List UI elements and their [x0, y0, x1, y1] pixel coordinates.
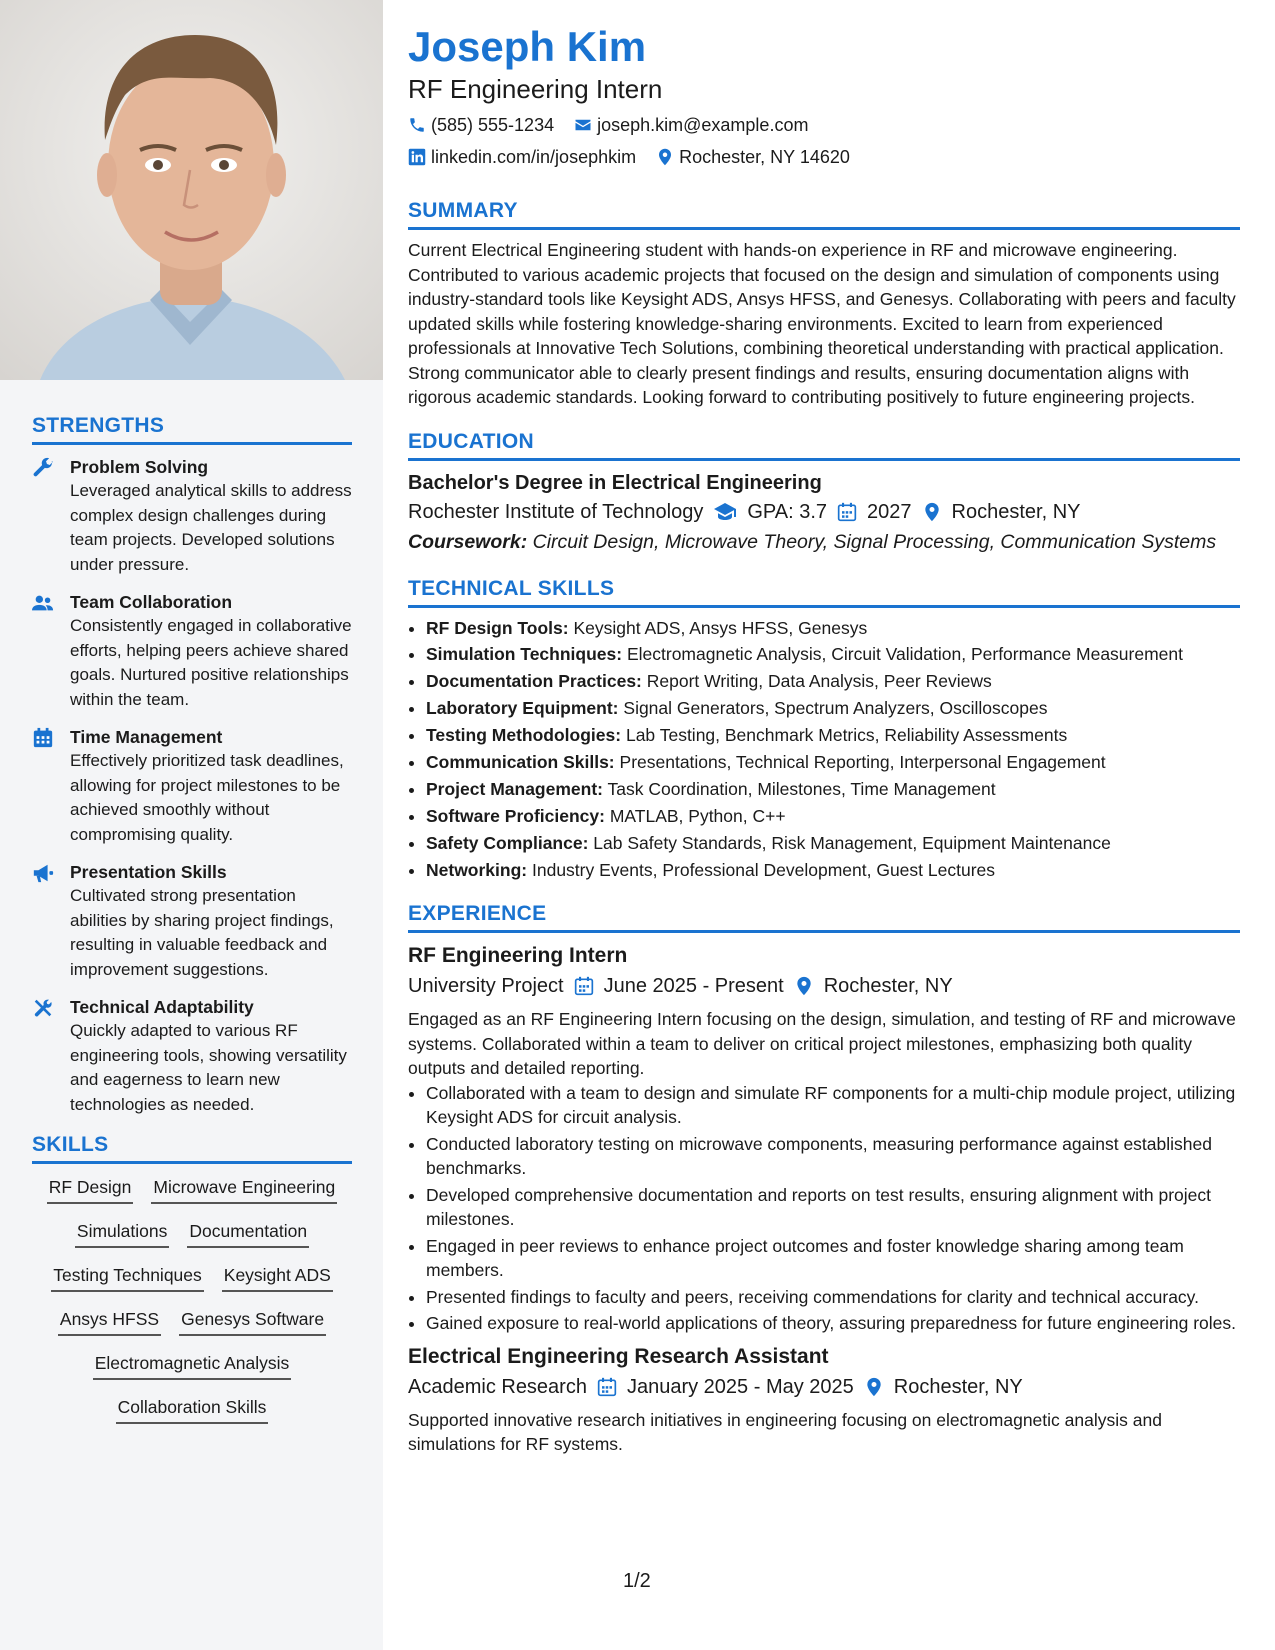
skill-label: Communication Skills: [426, 751, 615, 772]
strength-description: Cultivated strong presentation abilities by sharing project findings, resulting in valuable feedback and improvement suggestions. [70, 886, 334, 979]
strength-item [32, 590, 352, 712]
strength-title: Presentation Skills [70, 862, 227, 882]
coursework-list: Circuit Design, Microwave Theory, Signal Processing, Communication Systems [532, 530, 1217, 553]
strength-title: Problem Solving [70, 457, 209, 477]
job-title: Electrical Engineering Research Assistant [408, 1344, 829, 1368]
calendar-icon [574, 976, 594, 996]
skill-tag: Simulations [75, 1218, 169, 1248]
job-bullets [408, 1081, 1240, 1336]
skill-value: Keysight ADS, Ansys HFSS, Genesys [573, 617, 868, 638]
summary-text: Current Electrical Engineering student with hands-on experience in RF and microwave engineering. Contributed to various academic projects that focused on the design and simulation of components using industry-standard tools like Keysight ADS, Ansys HFSS, and Genesys. Collaborating with peers and faculty updated skills while fostering knowledge-sharing environments. Excited to learn from experienced professionals at Innovative Tech Solutions, combining theoretical understanding with practical application. Strong communicator able to clearly present findings and results, ensuring documentation aligns with rigorous academic standards. Looking forward to contributing positively to future engineering projects. [408, 240, 1236, 407]
job-org: Academic Research [408, 1375, 587, 1398]
experience-heading: EXPERIENCE [408, 902, 1240, 933]
skill-label: Safety Compliance: [426, 832, 589, 853]
calendar-icon [597, 1377, 617, 1397]
list-item [426, 616, 1240, 641]
job-entry [408, 1342, 1240, 1457]
education-meta [408, 497, 1240, 527]
megaphone-icon [32, 860, 70, 982]
job-title: RF Engineering Intern [408, 944, 628, 968]
users-icon [32, 590, 70, 712]
strength-description: Quickly adapted to various RF engineering tools, showing versatility and eagerness to learn new technologies as needed. [70, 1021, 347, 1114]
education-location: Rochester, NY [951, 500, 1081, 523]
skill-label: Software Proficiency: [426, 805, 605, 826]
strength-description: Consistently engaged in collaborative efforts, helping peers achieve shared goals. Nurtured positive relationships within the team. [70, 616, 352, 709]
skill-value: Industry Events, Professional Development, Guest Lectures [532, 859, 996, 880]
page-number: 1/2 [623, 1570, 651, 1592]
job-entry [408, 941, 1240, 1336]
calendar-icon [837, 502, 857, 522]
strength-title: Technical Adaptability [70, 997, 254, 1017]
strength-title: Time Management [70, 727, 223, 747]
skill-value: MATLAB, Python, C++ [609, 805, 786, 826]
skill-tag: Microwave Engineering [151, 1174, 337, 1204]
strengths-heading: STRENGTHS [32, 414, 352, 445]
list-item [426, 750, 1240, 775]
portrait-illustration [0, 0, 383, 380]
phone-icon [408, 116, 426, 134]
skill-label: Testing Methodologies: [426, 725, 622, 746]
phone-contact [408, 113, 554, 137]
list-item [426, 696, 1240, 721]
skills-heading: SKILLS [32, 1133, 352, 1164]
map-pin-icon [922, 502, 942, 522]
gpa-text: GPA: 3.7 [747, 500, 828, 523]
list-item [426, 777, 1240, 802]
strength-description: Leveraged analytical skills to address complex design challenges during team projects. Developed solutions under pressure. [70, 481, 352, 574]
job-location: Rochester, NY [893, 1375, 1023, 1398]
skill-value: Lab Safety Standards, Risk Management, Equipment Maintenance [593, 832, 1111, 853]
calendar-icon [32, 725, 70, 847]
job-meta [408, 971, 1240, 1001]
profile-photo [0, 0, 383, 380]
list-item [426, 858, 1240, 883]
skill-value: Report Writing, Data Analysis, Peer Reviews [646, 671, 992, 692]
phone-text: (585) 555-1234 [431, 115, 555, 135]
list-item: • Developed comprehensive documentation and reports on test results, ensuring alignment with project milestones. [426, 1183, 1240, 1232]
skill-tag: Genesys Software [179, 1306, 326, 1336]
list-item [426, 669, 1240, 694]
linkedin-text[interactable]: linkedin.com/in/josephkim [431, 147, 637, 167]
skill-label: Networking: [426, 859, 528, 880]
strength-item [32, 455, 352, 577]
list-item [426, 723, 1240, 748]
candidate-role: RF Engineering Intern [408, 74, 663, 104]
tools-icon [32, 995, 70, 1117]
job-summary: Supported innovative research initiatives in engineering focusing on electromagnetic analysis and simulations for RF systems. [408, 1409, 1162, 1455]
email-text[interactable]: joseph.kim@example.com [597, 115, 809, 135]
job-dates: June 2025 - Present [603, 975, 784, 998]
contact-row [408, 145, 1240, 169]
strength-title: Team Collaboration [70, 592, 233, 612]
skill-tag: Ansys HFSS [58, 1306, 161, 1336]
main-column [408, 22, 1240, 1457]
skill-tag: Documentation [187, 1218, 309, 1248]
job-dates: January 2025 - May 2025 [626, 1375, 854, 1398]
skill-tag: Testing Techniques [51, 1262, 204, 1292]
summary-heading: SUMMARY [408, 199, 1240, 230]
skill-tag: Keysight ADS [222, 1262, 333, 1292]
strength-item [32, 860, 352, 982]
school-name: Rochester Institute of Technology [408, 500, 704, 523]
job-location: Rochester, NY [823, 975, 953, 998]
coursework-label: Coursework: [408, 530, 528, 553]
list-item: • Conducted laboratory testing on microwave components, measuring performance against established benchmarks. [426, 1132, 1240, 1181]
skill-label: Project Management: [426, 778, 603, 799]
map-pin-icon [656, 148, 674, 166]
map-pin-icon [794, 976, 814, 996]
skill-label: Laboratory Equipment: [426, 698, 619, 719]
skill-value: Signal Generators, Spectrum Analyzers, Oscilloscopes [623, 698, 1048, 719]
technical-skills-list [408, 616, 1240, 883]
job-meta [408, 1372, 1240, 1402]
skill-tag: Collaboration Skills [116, 1394, 269, 1424]
list-item: • Gained exposure to real-world applications of theory, assuring preparedness for future engineering roles. [426, 1311, 1240, 1336]
degree-title: Bachelor's Degree in Electrical Engineering [408, 471, 822, 494]
location-text: Rochester, NY 14620 [679, 147, 850, 167]
candidate-name: Joseph Kim [408, 23, 647, 70]
map-pin-icon [864, 1377, 884, 1397]
skill-label: Simulation Techniques: [426, 644, 623, 665]
skill-tag: RF Design [47, 1174, 134, 1204]
location-contact [656, 145, 850, 169]
linkedin-contact[interactable] [408, 145, 636, 169]
strength-item [32, 995, 352, 1117]
skill-value: Electromagnetic Analysis, Circuit Validation, Performance Measurement [626, 644, 1183, 665]
strength-description: Effectively prioritized task deadlines, allowing for project milestones to be achieved smoothly without compromising quality. [70, 751, 344, 844]
list-item [426, 642, 1240, 667]
list-item: • Presented findings to faculty and peers, receiving commendations for clarity and technical accuracy. [426, 1285, 1240, 1310]
list-item [426, 831, 1240, 856]
list-item: • Engaged in peer reviews to enhance project outcomes and foster knowledge sharing among team members. [426, 1234, 1240, 1283]
job-summary: Engaged as an RF Engineering Intern focusing on the design, simulation, and testing of RF and microwave systems. Collaborated within a team to deliver on critical project milestones, emphasizing both quality outputs and detailed reporting. [408, 1009, 1236, 1079]
envelope-icon [574, 116, 592, 134]
skill-value: Presentations, Technical Reporting, Interpersonal Engagement [619, 751, 1106, 772]
skill-tags [32, 1174, 352, 1424]
graduation-year: 2027 [867, 500, 912, 523]
wrench-icon [32, 455, 70, 577]
coursework [408, 527, 1240, 557]
graduation-cap-icon [713, 500, 737, 524]
email-contact[interactable] [574, 113, 808, 137]
sidebar [0, 0, 383, 1650]
list-item: • Collaborated with a team to design and simulate RF components for a multi-chip module project, utilizing Keysight ADS for circuit analysis. [426, 1081, 1240, 1130]
strength-item [32, 725, 352, 847]
technical-skills-heading: TECHNICAL SKILLS [408, 577, 1240, 608]
skill-label: Documentation Practices: [426, 671, 642, 692]
contact-row [408, 113, 1240, 137]
skill-value: Lab Testing, Benchmark Metrics, Reliability Assessments [625, 725, 1068, 746]
job-org: University Project [408, 975, 564, 998]
education-heading: EDUCATION [408, 430, 1240, 461]
linkedin-icon [408, 148, 426, 166]
skill-label: RF Design Tools: [426, 617, 569, 638]
skill-value: Task Coordination, Milestones, Time Management [607, 778, 996, 799]
list-item [426, 804, 1240, 829]
skill-tag: Electromagnetic Analysis [93, 1350, 292, 1380]
